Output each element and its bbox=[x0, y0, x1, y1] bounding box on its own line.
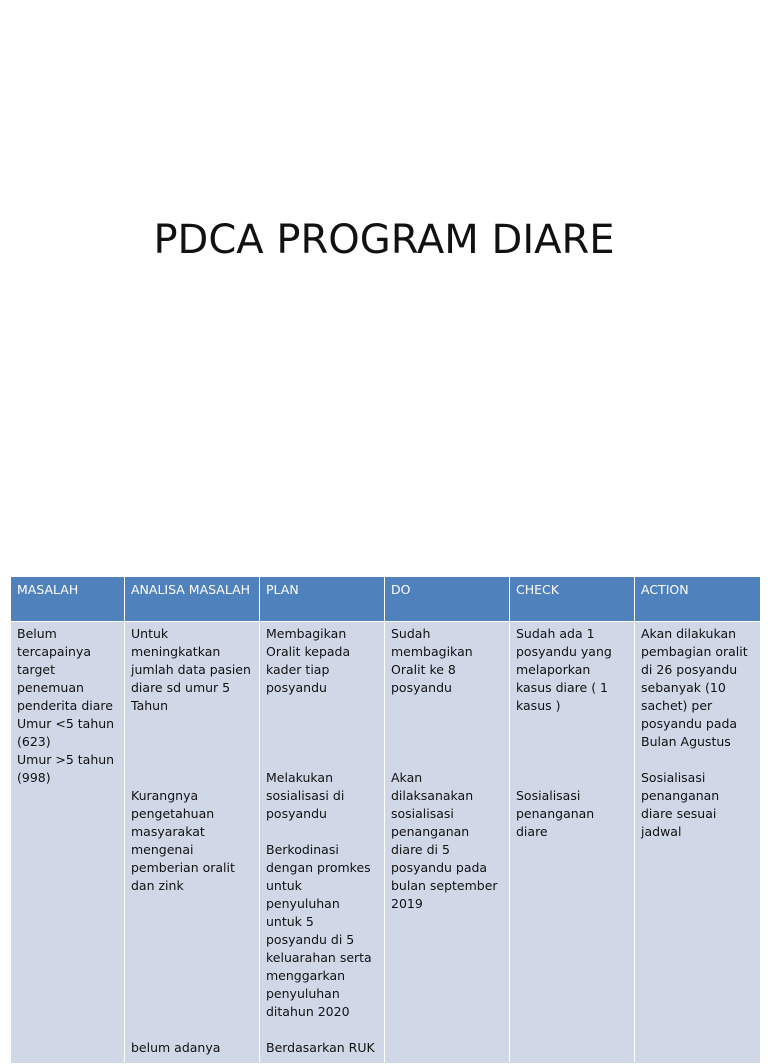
header-masalah: MASALAH bbox=[11, 577, 125, 622]
header-do: DO bbox=[385, 577, 510, 622]
analisa-text-1: Untuk meningkatkan jumlah data pasien diare sd umur 5 Tahun bbox=[131, 626, 251, 713]
cell-do bbox=[385, 622, 510, 1064]
cell-analisa bbox=[125, 622, 260, 1064]
do-text-2: Akan dilaksanakan sosialisasi penanganan diare di 5 posyandu pada bulan september 2019 bbox=[391, 770, 498, 911]
header-analisa-masalah: ANALISA MASALAH bbox=[125, 577, 260, 622]
plan-text-1: Membagikan Oralit kepada kader tiap posyandu bbox=[266, 626, 351, 695]
table-row bbox=[11, 622, 761, 1064]
analisa-text-3: belum adanya bbox=[131, 1040, 221, 1055]
pdca-table bbox=[10, 576, 761, 1064]
check-text-1: Sudah ada 1 posyandu yang melaporkan kasus diare ( 1 kasus ) bbox=[516, 626, 612, 713]
cell-plan bbox=[260, 622, 385, 1064]
header-action: ACTION bbox=[635, 577, 761, 622]
action-text-2: Sosialisasi penanganan diare sesuai jadwal bbox=[641, 770, 720, 839]
header-check: CHECK bbox=[510, 577, 635, 622]
check-text-2: Sosialisasi penanganan diare bbox=[516, 788, 595, 839]
plan-text-2: Melakukan sosialisasi di posyandu bbox=[266, 770, 345, 821]
masalah-text: Belum tercapainya target penemuan penderita diare Umur <5 tahun (623) Umur >5 tahun (998) bbox=[17, 626, 115, 785]
do-text-1: Sudah membagikan Oralit ke 8 posyandu bbox=[391, 626, 473, 695]
action-text-1: Akan dilakukan pembagian oralit di 26 posyandu sebanyak (10 sachet) per posyandu pada Bulan Agustus bbox=[641, 626, 748, 749]
header-row bbox=[11, 577, 761, 622]
cell-check bbox=[510, 622, 635, 1064]
analisa-text-2: Kurangnya pengetahuan masyarakat mengenai pemberian oralit dan zink bbox=[131, 788, 235, 893]
plan-text-4: Berdasarkan RUK bbox=[266, 1040, 375, 1055]
cell-masalah bbox=[11, 622, 125, 1064]
header-plan: PLAN bbox=[260, 577, 385, 622]
cell-action bbox=[635, 622, 761, 1064]
plan-text-3: Berkodinasi dengan promkes untuk penyuluhan untuk 5 posyandu di 5 keluarahan serta menggarkan penyuluhan ditahun 2020 bbox=[266, 842, 372, 1019]
slide-title: PDCA PROGRAM DIARE bbox=[153, 217, 615, 263]
